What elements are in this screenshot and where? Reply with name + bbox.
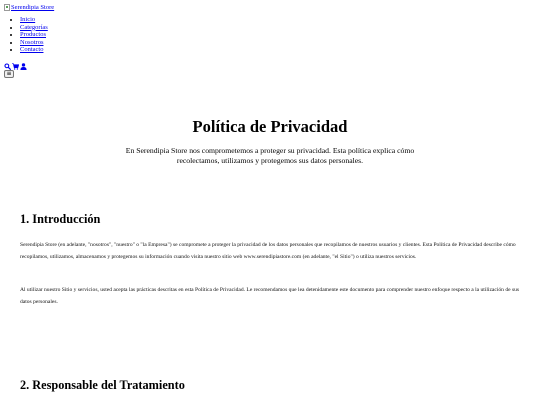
section-paragraph: Serendipia Store (en adelante, "nosotros", "nuestro" o "la Empresa") se compromete a proteger la privacidad de los datos personales que recopilamos de nuestros usuarios y clientes. Esta Política de Privacidad describe cómo recopilamos, utilizamos, almacenamos y protegemos su información cuando visita nuestro sitio web www.serendipiastore.com (en adelante, "el Sitio") o utiliza nuestros servicios. <box>20 242 516 260</box>
main-nav <box>11 16 48 54</box>
nav-link-categorias[interactable]: Categorías <box>20 23 48 31</box>
logo-image-icon <box>4 4 10 11</box>
logo-alt-text: Serendipia Store <box>11 4 55 11</box>
logo-link[interactable] <box>4 4 54 11</box>
nav-item-categorias <box>20 24 48 32</box>
nav-link-productos[interactable]: Productos <box>20 31 46 39</box>
nav-item-contacto <box>20 46 48 54</box>
nav-item-inicio <box>20 16 48 24</box>
nav-item-nosotros <box>20 39 48 47</box>
section-heading-responsable: 2. Responsable del Tratamiento <box>20 378 185 392</box>
page-title: Política de Privacidad <box>192 117 348 136</box>
menu-toggle-button[interactable]: ≡ <box>4 70 14 78</box>
user-icon[interactable] <box>20 63 27 70</box>
section-heading-introduccion: 1. Introducción <box>20 212 101 226</box>
nav-link-inicio[interactable]: Inicio <box>20 16 36 23</box>
page-subtitle: En Serendipia Store nos comprometemos a proteger su privacidad. Esta política explica cómo recolectamos, utilizamos y protegemos sus datos personales. <box>125 146 415 165</box>
section-paragraph: Al utilizar nuestro Sitio y servicios, usted acepta las prácticas descritas en esta Política de Privacidad. Le recomendamos que lea detenidamente este documento para comprender nuestro enfoque respecto a la utilización de sus datos personales. <box>20 287 520 305</box>
nav-link-nosotros[interactable]: Nosotros <box>20 38 44 46</box>
cart-icon[interactable] <box>12 63 19 70</box>
header-icons <box>4 62 27 70</box>
nav-item-productos <box>20 31 48 39</box>
nav-link-contacto[interactable]: Contacto <box>20 46 44 54</box>
search-icon[interactable] <box>4 63 11 70</box>
